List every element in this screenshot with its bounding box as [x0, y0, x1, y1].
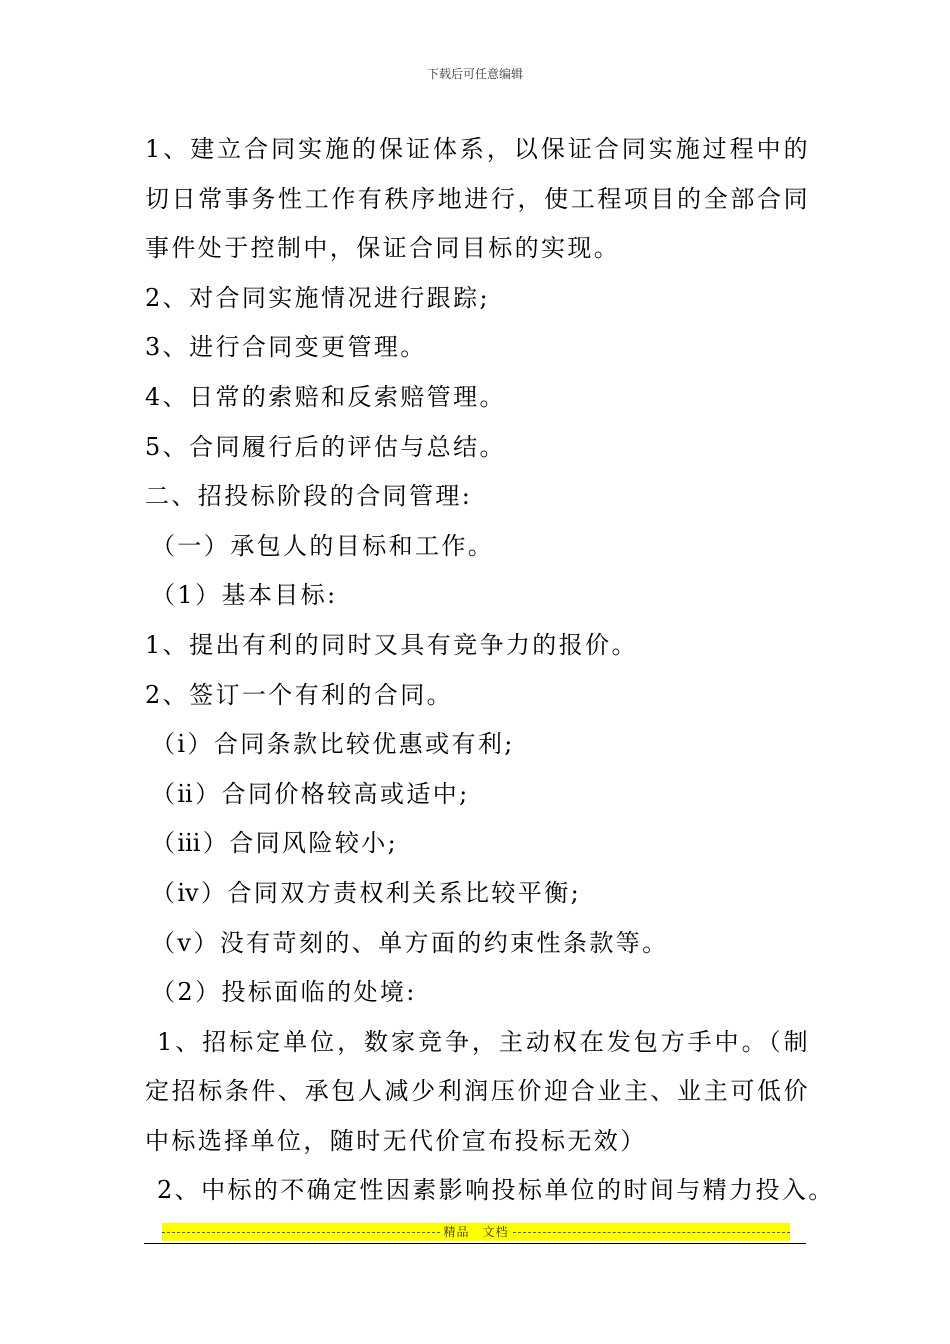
list-item: 2、签订一个有利的合同。	[145, 680, 454, 709]
footer-dash-left	[162, 1232, 440, 1233]
paragraph-line: 2、中标的不确定性因素影响投标单位的时间与精力投入。	[157, 1176, 835, 1205]
subsection-heading: （1）基本目标:	[151, 581, 338, 610]
paragraph-line: 中标选择单位，随时无代价宣布投标无效）	[145, 1126, 647, 1155]
roman-list-item: （ⅰ）合同条款比较优惠或有利;	[151, 730, 515, 759]
footer-dash-right	[513, 1232, 790, 1233]
roman-list-item: （ⅴ）没有苛刻的、单方面的约束性条款等。	[151, 928, 669, 957]
paragraph-line: 切日常事务性工作有秩序地进行，使工程项目的全部合同	[145, 184, 810, 213]
footer-banner	[162, 1223, 790, 1241]
document-body	[145, 125, 835, 1216]
paragraph-line: 1、建立合同实施的保证体系，以保证合同实施过程中的	[145, 135, 810, 163]
subsection-heading: （一）承包人的目标和工作。	[151, 531, 495, 560]
footer-label: 精品 文档	[443, 1225, 509, 1239]
roman-list-item: （ⅲ）合同风险较小;	[151, 829, 399, 858]
paragraph-line: 事件处于控制中，保证合同目标的实现。	[145, 234, 621, 263]
list-item: 2、对合同实施情况进行跟踪;	[145, 283, 490, 312]
roman-list-item: （ⅱ）合同价格较高或适中;	[151, 779, 470, 808]
roman-list-item: （ⅳ）合同双方责权利关系比较平衡;	[151, 878, 582, 907]
list-item: 4、日常的索赔和反索赔管理。	[145, 382, 506, 411]
paragraph-line: 1、招标定单位，数家竞争，主动权在发包方手中。（制	[157, 1027, 810, 1056]
list-item: 5、合同履行后的评估与总结。	[145, 432, 506, 461]
list-item: 3、进行合同变更管理。	[145, 333, 427, 362]
subsection-heading: （2）投标面临的处境:	[151, 978, 417, 1007]
paragraph-line: 定招标条件、承包人减少利润压价迎合业主、业主可低价	[145, 1077, 810, 1106]
list-item: 1、提出有利的同时又具有竞争力的报价。	[145, 630, 638, 659]
section-heading: 二、招投标阶段的合同管理:	[145, 482, 473, 511]
page-header-note: 下载后可任意编辑	[426, 67, 523, 81]
footer-rule-divider	[144, 1243, 806, 1244]
